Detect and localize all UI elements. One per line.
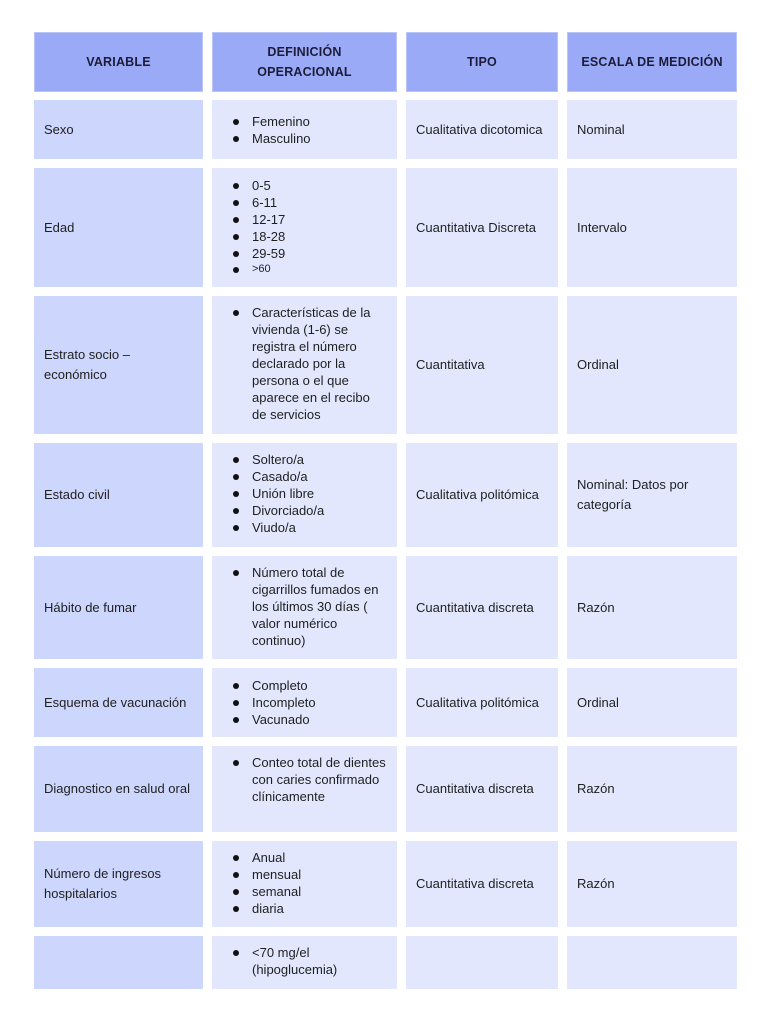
cell-definicion: [212, 668, 397, 737]
list-item: Completo: [252, 677, 387, 694]
cell-tipo: Cualitativa politómica: [406, 443, 558, 547]
list-item: Vacunado: [252, 711, 387, 728]
definicion-list: [222, 754, 387, 805]
list-item: mensual: [252, 866, 387, 883]
definicion-list: [222, 451, 387, 536]
cell-tipo: Cualitativa dicotomica: [406, 100, 558, 159]
cell-escala: Razón: [567, 556, 737, 659]
cell-tipo: Cuantitativa discreta: [406, 746, 558, 832]
cell-escala: Intervalo: [567, 168, 737, 287]
cell-tipo: Cualitativa politómica: [406, 668, 558, 737]
cell-variable: Esquema de vacunación: [34, 668, 203, 737]
cell-escala: Nominal: Datos por categoría: [567, 443, 737, 547]
cell-tipo: Cuantitativa discreta: [406, 841, 558, 927]
list-item: Unión libre: [252, 485, 387, 502]
definicion-list: [222, 944, 387, 978]
list-item: Incompleto: [252, 694, 387, 711]
variables-table: [34, 32, 737, 989]
cell-escala: Ordinal: [567, 668, 737, 737]
header-escala: ESCALA DE MEDICIÓN: [567, 32, 737, 92]
cell-variable: Diagnostico en salud oral: [34, 746, 203, 832]
list-item: Características de la vivienda (1-6) se registra el número declarado por la persona o el que aparece en el recibo de servicios: [252, 304, 387, 423]
list-item: Femenino: [252, 113, 387, 130]
definicion-list: [222, 113, 387, 147]
cell-definicion: [212, 841, 397, 927]
definicion-list: [222, 177, 387, 277]
list-item: <70 mg/el (hipoglucemia): [252, 944, 387, 978]
cell-definicion: [212, 100, 397, 159]
cell-escala: [567, 936, 737, 989]
cell-definicion: [212, 296, 397, 434]
cell-definicion: [212, 936, 397, 989]
cell-escala: Ordinal: [567, 296, 737, 434]
list-item: Casado/a: [252, 468, 387, 485]
cell-variable: Número de ingresos hospitalarios: [34, 841, 203, 927]
cell-definicion: [212, 443, 397, 547]
cell-tipo: Cuantitativa Discreta: [406, 168, 558, 287]
header-tipo: TIPO: [406, 32, 558, 92]
list-item: Anual: [252, 849, 387, 866]
definicion-list: [222, 304, 387, 423]
definicion-list: [222, 849, 387, 917]
cell-tipo: Cuantitativa: [406, 296, 558, 434]
definicion-list: [222, 677, 387, 728]
cell-variable: Estado civil: [34, 443, 203, 547]
list-item: Viudo/a: [252, 519, 387, 536]
header-definicion: DEFINICIÓN OPERACIONAL: [212, 32, 397, 92]
header-variable: VARIABLE: [34, 32, 203, 92]
cell-definicion: [212, 556, 397, 659]
list-item: 6-11: [252, 194, 387, 211]
cell-tipo: Cuantitativa discreta: [406, 556, 558, 659]
list-item: Soltero/a: [252, 451, 387, 468]
list-item: Número total de cigarrillos fumados en los últimos 30 días ( valor numérico continuo): [252, 564, 387, 649]
list-item: 18-28: [252, 228, 387, 245]
cell-tipo: [406, 936, 558, 989]
list-item: >60: [252, 262, 387, 277]
cell-variable: Sexo: [34, 100, 203, 159]
cell-variable: [34, 936, 203, 989]
cell-escala: Razón: [567, 746, 737, 832]
cell-escala: Razón: [567, 841, 737, 927]
cell-variable: Estrato socio – económico: [34, 296, 203, 434]
list-item: Conteo total de dientes con caries confirmado clínicamente: [252, 755, 386, 804]
cell-definicion: [212, 746, 397, 832]
list-item: 29-59: [252, 245, 387, 262]
cell-variable: Hábito de fumar: [34, 556, 203, 659]
list-item: 12-17: [252, 211, 387, 228]
list-item: diaria: [252, 900, 387, 917]
cell-escala: Nominal: [567, 100, 737, 159]
cell-variable: Edad: [34, 168, 203, 287]
definicion-list: [222, 564, 387, 649]
list-item: Masculino: [252, 130, 387, 147]
list-item: Divorciado/a: [252, 502, 387, 519]
cell-definicion: [212, 168, 397, 287]
list-item: 0-5: [252, 177, 387, 194]
list-item: semanal: [252, 883, 387, 900]
